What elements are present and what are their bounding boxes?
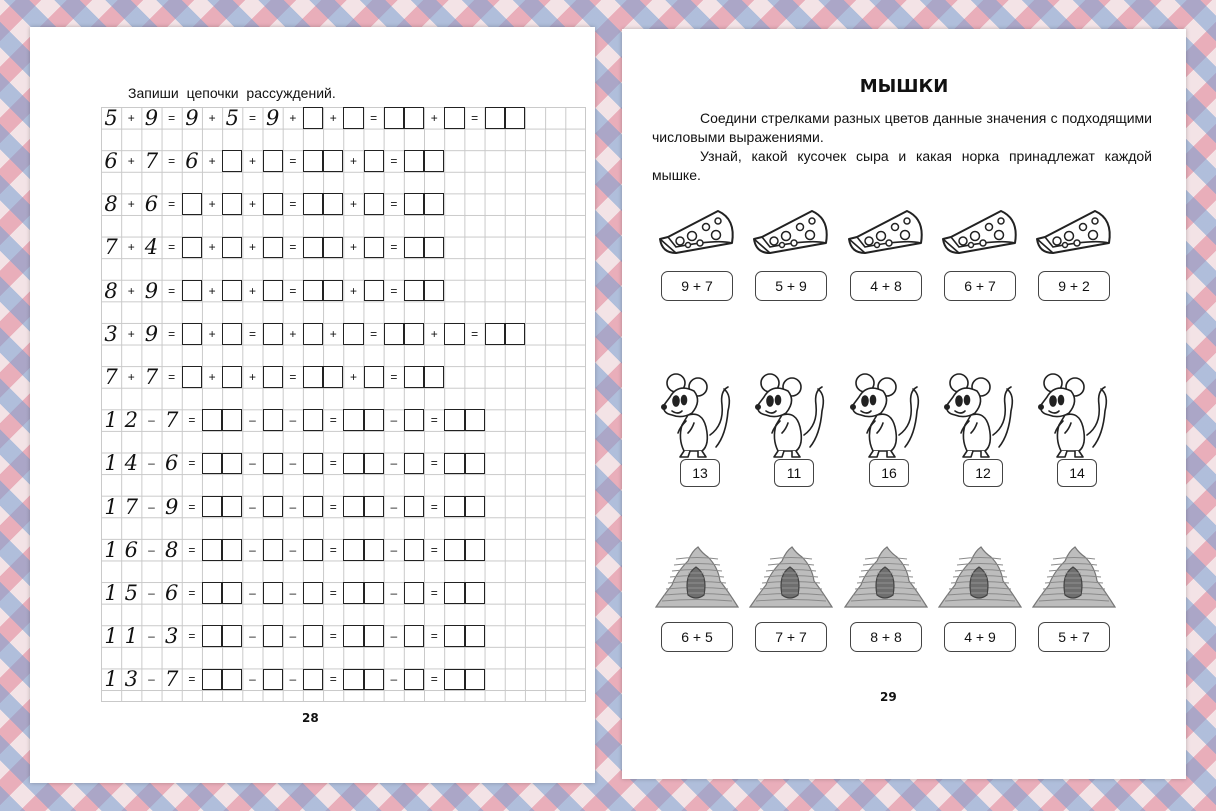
digit: 9 [144, 105, 159, 130]
digit: 3 [165, 624, 179, 649]
digit: 1 [104, 408, 118, 433]
digit: 6 [124, 537, 138, 562]
operator-sign: + [329, 110, 337, 125]
operator-sign: – [390, 456, 398, 471]
digit: 7 [144, 364, 159, 389]
operator-sign: = [168, 326, 176, 341]
answer-box[interactable] [364, 366, 384, 388]
operator-sign: = [430, 456, 438, 471]
digit: 1 [104, 667, 118, 692]
hole-expression-label[interactable]: 8 + 8 [850, 622, 922, 652]
operator-sign: – [390, 413, 398, 428]
answer-box[interactable] [444, 323, 464, 345]
operator-sign: + [248, 283, 256, 298]
operator-sign: + [349, 369, 357, 384]
cheese-icon [939, 205, 1021, 261]
operator-sign: = [329, 413, 337, 428]
operator-sign: + [208, 369, 216, 384]
operator-sign: = [289, 240, 297, 255]
operator-sign: = [390, 197, 398, 212]
instruction-text: Запиши цепочки рассуждений. [128, 85, 336, 101]
digit: 1 [104, 624, 118, 649]
operator-sign: = [430, 585, 438, 600]
mouse-icon [941, 375, 1027, 461]
operator-sign: + [329, 326, 337, 341]
cheese-expression-label[interactable]: 6 + 7 [944, 271, 1016, 301]
answer-box[interactable] [364, 582, 384, 604]
digit: 9 [266, 105, 280, 130]
answer-box[interactable] [444, 539, 464, 561]
digit: 4 [144, 235, 159, 260]
answer-box[interactable] [404, 150, 424, 172]
digit: 9 [185, 105, 199, 130]
cheese-icon [1033, 205, 1115, 261]
mousehole-icon [843, 545, 929, 611]
mouse-icon [1035, 375, 1121, 461]
operator-sign: + [349, 153, 357, 168]
answer-box[interactable] [303, 669, 323, 691]
operator-sign: = [168, 369, 176, 384]
digit: 9 [144, 278, 159, 303]
digit: 4 [124, 451, 138, 476]
operator-sign: = [289, 197, 297, 212]
right-page [622, 29, 1186, 779]
operator-sign: + [127, 197, 135, 212]
answer-box[interactable] [343, 409, 363, 431]
mouse-icon [752, 375, 838, 461]
answer-box[interactable] [343, 582, 363, 604]
answer-box[interactable] [404, 323, 424, 345]
operator-sign: = [168, 153, 176, 168]
digit: 5 [124, 580, 138, 605]
operator-sign: + [127, 369, 135, 384]
operator-sign: + [208, 153, 216, 168]
answer-box[interactable] [263, 453, 283, 475]
answer-box[interactable] [222, 496, 242, 518]
answer-box[interactable] [222, 582, 242, 604]
answer-box[interactable] [404, 366, 424, 388]
digit: 7 [104, 364, 118, 389]
operator-sign: – [148, 456, 155, 471]
digit: 7 [124, 494, 138, 519]
answer-box[interactable] [364, 237, 384, 259]
operator-sign: = [370, 326, 378, 341]
operator-sign: + [208, 326, 216, 341]
answer-box[interactable] [323, 366, 343, 388]
operator-sign: = [168, 197, 176, 212]
answer-box[interactable] [465, 409, 485, 431]
operator-sign: = [390, 240, 398, 255]
cheese-expression-label[interactable]: 5 + 9 [755, 271, 827, 301]
answer-box[interactable] [444, 107, 464, 129]
operator-sign: – [148, 585, 155, 600]
operator-sign: = [329, 585, 337, 600]
digit: 5 [225, 105, 239, 130]
cheese-icon [656, 205, 738, 261]
answer-box[interactable] [465, 453, 485, 475]
answer-box[interactable] [222, 669, 242, 691]
digit: 1 [104, 494, 118, 519]
operator-sign: = [188, 413, 196, 428]
digit: 8 [165, 537, 179, 562]
answer-box[interactable] [384, 323, 404, 345]
answer-box[interactable] [364, 625, 384, 647]
mousehole-icon [654, 545, 740, 611]
answer-box[interactable] [202, 539, 222, 561]
left-page [30, 27, 595, 783]
answer-box[interactable] [263, 409, 283, 431]
operator-sign: = [390, 153, 398, 168]
answer-box[interactable] [202, 453, 222, 475]
operator-sign: = [329, 672, 337, 687]
operator-sign: – [148, 499, 155, 514]
answer-box[interactable] [263, 150, 283, 172]
answer-box[interactable] [343, 625, 363, 647]
digit: 1 [104, 537, 118, 562]
operator-sign: + [127, 153, 135, 168]
operator-sign: = [430, 629, 438, 644]
operator-sign: = [188, 672, 196, 687]
operator-sign: + [349, 240, 357, 255]
answer-box[interactable] [263, 582, 283, 604]
answer-box[interactable] [364, 280, 384, 302]
operator-sign: – [390, 499, 398, 514]
answer-box[interactable] [263, 193, 283, 215]
answer-box[interactable] [323, 237, 343, 259]
operator-sign: = [168, 283, 176, 298]
answer-box[interactable] [404, 496, 424, 518]
digit: 7 [144, 148, 159, 173]
answer-box[interactable] [263, 366, 283, 388]
cheese-expression-label[interactable]: 9 + 7 [661, 271, 733, 301]
operator-sign: = [430, 672, 438, 687]
operator-sign: = [168, 110, 176, 125]
operator-sign: = [168, 240, 176, 255]
answer-box[interactable] [202, 669, 222, 691]
answer-box[interactable] [465, 582, 485, 604]
answer-box[interactable] [343, 496, 363, 518]
answer-box[interactable] [303, 237, 323, 259]
answer-box[interactable] [222, 409, 242, 431]
answer-box[interactable] [263, 323, 283, 345]
operator-sign: – [249, 585, 256, 600]
operator-sign: = [188, 629, 196, 644]
answer-box[interactable] [222, 539, 242, 561]
answer-box[interactable] [444, 669, 464, 691]
answer-box[interactable] [202, 409, 222, 431]
answer-box[interactable] [465, 539, 485, 561]
answer-box[interactable] [404, 582, 424, 604]
answer-box[interactable] [263, 669, 283, 691]
operator-sign: – [249, 456, 256, 471]
answer-box[interactable] [182, 366, 202, 388]
answer-box[interactable] [404, 453, 424, 475]
operator-sign: = [329, 499, 337, 514]
answer-box[interactable] [444, 409, 464, 431]
answer-box[interactable] [404, 539, 424, 561]
answer-box[interactable] [263, 496, 283, 518]
operator-sign: + [248, 153, 256, 168]
digit: 7 [165, 408, 179, 433]
answer-box[interactable] [222, 193, 242, 215]
operator-sign: = [289, 283, 297, 298]
answer-box[interactable] [444, 496, 464, 518]
answer-box[interactable] [444, 453, 464, 475]
digit: 5 [104, 105, 118, 130]
operator-sign: – [148, 413, 155, 428]
answer-box[interactable] [364, 496, 384, 518]
answer-box[interactable] [202, 582, 222, 604]
cheese-expression-label[interactable]: 4 + 8 [850, 271, 922, 301]
operator-sign: + [208, 240, 216, 255]
operator-sign: + [208, 110, 216, 125]
operator-sign: = [471, 326, 479, 341]
task-paragraph-2: Узнай, какой кусочек сыра и какая норка принадлежат каждой мышке. [652, 148, 1152, 183]
exercise-grid [101, 107, 586, 702]
digit: 6 [144, 192, 159, 217]
cheese-expression-label[interactable]: 9 + 2 [1038, 271, 1110, 301]
cheese-icon [750, 205, 832, 261]
page-number-left: 28 [302, 711, 319, 725]
answer-box[interactable] [404, 625, 424, 647]
answer-box[interactable] [364, 150, 384, 172]
digit: 6 [185, 148, 199, 173]
answer-box[interactable] [404, 669, 424, 691]
hole-expression-label[interactable]: 7 + 7 [755, 622, 827, 652]
mouse-icon [847, 375, 933, 461]
operator-sign: + [289, 326, 297, 341]
operator-sign: – [249, 542, 256, 557]
operator-sign: – [390, 585, 398, 600]
mousehole-icon [1031, 545, 1117, 611]
operator-sign: + [208, 197, 216, 212]
answer-box[interactable] [222, 323, 242, 345]
answer-box[interactable] [263, 625, 283, 647]
operator-sign: + [127, 326, 135, 341]
cheese-icon [845, 205, 927, 261]
hole-expression-label[interactable]: 6 + 5 [661, 622, 733, 652]
answer-box[interactable] [424, 193, 444, 215]
mouse-number-label[interactable]: 13 [680, 459, 720, 487]
answer-box[interactable] [263, 539, 283, 561]
answer-box[interactable] [485, 107, 505, 129]
task-paragraph-1: Соедини стрелками разных цветов данные значения с подходящими числовыми выражениями. [652, 110, 1152, 145]
answer-box[interactable] [303, 193, 323, 215]
answer-box[interactable] [303, 280, 323, 302]
answer-box[interactable] [323, 193, 343, 215]
answer-box[interactable] [404, 193, 424, 215]
digit: 3 [104, 321, 118, 346]
answer-box[interactable] [202, 496, 222, 518]
operator-sign: – [289, 456, 297, 471]
mouse-number-label[interactable]: 12 [963, 459, 1003, 487]
answer-box[interactable] [263, 280, 283, 302]
operator-sign: – [390, 629, 398, 644]
answer-box[interactable] [364, 409, 384, 431]
answer-box[interactable] [222, 237, 242, 259]
operator-sign: + [127, 283, 135, 298]
answer-box[interactable] [404, 107, 424, 129]
answer-box[interactable] [444, 582, 464, 604]
answer-box[interactable] [343, 453, 363, 475]
operator-sign: = [471, 110, 479, 125]
digit: 1 [124, 624, 138, 649]
operator-sign: + [289, 110, 297, 125]
digit: 2 [124, 408, 138, 433]
operator-sign: + [430, 326, 438, 341]
answer-box[interactable] [343, 323, 363, 345]
answer-box[interactable] [343, 669, 363, 691]
operator-sign: = [430, 413, 438, 428]
operator-sign: + [349, 283, 357, 298]
digit: 9 [165, 494, 179, 519]
digit: 6 [104, 148, 118, 173]
answer-box[interactable] [364, 539, 384, 561]
answer-box[interactable] [222, 366, 242, 388]
operator-sign: = [390, 369, 398, 384]
mouse-number-label[interactable]: 11 [774, 459, 814, 487]
operator-sign: – [249, 413, 256, 428]
mouse-number-label[interactable]: 16 [869, 459, 909, 487]
answer-box[interactable] [303, 409, 323, 431]
answer-box[interactable] [303, 625, 323, 647]
operator-sign: – [289, 672, 297, 687]
operator-sign: – [289, 413, 297, 428]
answer-box[interactable] [303, 150, 323, 172]
operator-sign: – [148, 542, 155, 557]
mouse-icon [658, 375, 744, 461]
operator-sign: = [248, 110, 256, 125]
answer-box[interactable] [505, 107, 525, 129]
operator-sign: + [127, 110, 135, 125]
operator-sign: = [188, 456, 196, 471]
answer-box[interactable] [222, 625, 242, 647]
operator-sign: – [390, 542, 398, 557]
hole-expression-label[interactable]: 5 + 7 [1038, 622, 1110, 652]
operator-sign: = [248, 326, 256, 341]
answer-box[interactable] [222, 453, 242, 475]
operator-sign: = [188, 499, 196, 514]
mousehole-icon [937, 545, 1023, 611]
answer-box[interactable] [444, 625, 464, 647]
digit: 3 [124, 667, 138, 692]
answer-box[interactable] [303, 539, 323, 561]
answer-box[interactable] [303, 496, 323, 518]
operator-sign: + [127, 240, 135, 255]
operator-sign: – [249, 499, 256, 514]
operator-sign: – [249, 629, 256, 644]
answer-box[interactable] [404, 237, 424, 259]
operator-sign: = [188, 542, 196, 557]
answer-box[interactable] [182, 323, 202, 345]
operator-sign: + [430, 110, 438, 125]
page-number-right: 29 [880, 690, 897, 704]
answer-box[interactable] [384, 107, 404, 129]
operator-sign: = [430, 499, 438, 514]
answer-box[interactable] [465, 625, 485, 647]
answer-box[interactable] [505, 323, 525, 345]
operator-sign: = [430, 542, 438, 557]
digit: 9 [144, 321, 159, 346]
operator-sign: – [148, 672, 155, 687]
answer-box[interactable] [424, 280, 444, 302]
answer-box[interactable] [343, 539, 363, 561]
answer-box[interactable] [323, 150, 343, 172]
answer-box[interactable] [182, 193, 202, 215]
answer-box[interactable] [303, 323, 323, 345]
answer-box[interactable] [182, 280, 202, 302]
operator-sign: – [249, 672, 256, 687]
operator-sign: + [208, 283, 216, 298]
operator-sign: – [289, 629, 297, 644]
operator-sign: – [289, 499, 297, 514]
answer-box[interactable] [202, 625, 222, 647]
operator-sign: – [390, 672, 398, 687]
operator-sign: + [248, 197, 256, 212]
operator-sign: = [390, 283, 398, 298]
answer-box[interactable] [465, 496, 485, 518]
operator-sign: + [349, 197, 357, 212]
digit: 1 [104, 580, 118, 605]
digit: 1 [104, 451, 118, 476]
digit: 8 [104, 278, 118, 303]
operator-sign: – [289, 585, 297, 600]
operator-sign: = [289, 369, 297, 384]
answer-box[interactable] [424, 237, 444, 259]
operator-sign: + [248, 240, 256, 255]
operator-sign: = [329, 629, 337, 644]
answer-box[interactable] [343, 107, 363, 129]
operator-sign: = [329, 456, 337, 471]
answer-box[interactable] [222, 150, 242, 172]
operator-sign: + [248, 369, 256, 384]
answer-box[interactable] [303, 366, 323, 388]
answer-box[interactable] [364, 669, 384, 691]
answer-box[interactable] [364, 453, 384, 475]
operator-sign: – [148, 629, 155, 644]
answer-box[interactable] [303, 107, 323, 129]
answer-box[interactable] [303, 453, 323, 475]
digit: 8 [104, 192, 118, 217]
digit: 6 [165, 451, 179, 476]
operator-sign: = [329, 542, 337, 557]
answer-box[interactable] [364, 193, 384, 215]
answer-box[interactable] [323, 280, 343, 302]
answer-box[interactable] [263, 237, 283, 259]
digit: 7 [104, 235, 118, 260]
operator-sign: = [370, 110, 378, 125]
answer-box[interactable] [404, 409, 424, 431]
operator-sign: – [289, 542, 297, 557]
answer-box[interactable] [303, 582, 323, 604]
page-title: МЫШКИ [859, 76, 949, 97]
answer-box[interactable] [424, 150, 444, 172]
answer-box[interactable] [222, 280, 242, 302]
digit: 6 [165, 580, 179, 605]
hole-expression-label[interactable]: 4 + 9 [944, 622, 1016, 652]
answer-box[interactable] [485, 323, 505, 345]
digit: 7 [165, 667, 179, 692]
answer-box[interactable] [424, 366, 444, 388]
answer-box[interactable] [465, 669, 485, 691]
mouse-number-label[interactable]: 14 [1057, 459, 1097, 487]
answer-box[interactable] [404, 280, 424, 302]
mousehole-icon [748, 545, 834, 611]
answer-box[interactable] [182, 237, 202, 259]
operator-sign: = [188, 585, 196, 600]
operator-sign: = [289, 153, 297, 168]
